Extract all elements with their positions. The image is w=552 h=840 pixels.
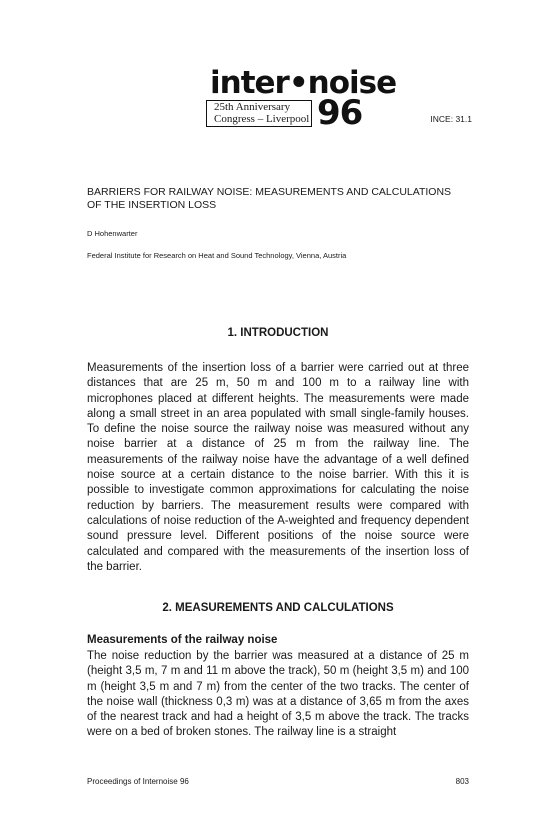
inter-noise-logo <box>206 65 397 133</box>
logo-wordmark: inter•noise <box>210 65 397 101</box>
ince-code: INCE: 31.1 <box>430 114 472 124</box>
author: D Hohenwarter <box>87 229 138 238</box>
affiliation: Federal Institute for Research on Heat and Sound Technology, Vienna, Austria <box>87 251 347 260</box>
page-number: 803 <box>455 777 469 786</box>
section-heading-introduction: 1. INTRODUCTION <box>227 327 329 339</box>
logo-anniversary-box <box>206 100 312 127</box>
subheading-railway-noise: Measurements of the railway noise <box>87 634 278 646</box>
introduction-paragraph: Measurements of the insertion loss of a barrier were carried out at three distances that are 25 m, 50 m and 100 m to a railway line with microphones placed at different heights. The measurements were made along a small street in an area populated with small single-family houses. To define the noise source the railway noise was measured without any noise barrier at a distance of 25 m from the railway line. The measurements of the railway noise have the advantage of a well defined noise source at a certain distance to the noise barrier. With this it is possible to investigate common approximations for calculating the noise reduction by barriers. The measurement results were compared with calculations of noise reduction of the A-weighted and frequency dependent sound pressure level. Different positions of the noise source were calculated and compared with the measurements of the insertion loss of the barrier. <box>87 362 469 573</box>
footer-proceedings: Proceedings of Internoise 96 <box>87 777 189 786</box>
logo-box-line1: 25th Anniversary <box>214 101 291 113</box>
logo-year: 96 <box>317 93 363 133</box>
logo-box-line2: Congress – Liverpool <box>214 112 310 125</box>
measurements-paragraph: The noise reduction by the barrier was measured at a distance of 25 m (height 3,5 m, 7 m and 11 m above the track), 50 m (height 3,5 m) and 100 m (height 3,5 m and 7 m) from the center of the two tracks. The center of the noise wall (thickness 0,3 m) was at a distance of 3,65 m from the axes of the nearest track and had a height of 3,5 m above the track. The tracks were on a bed of broken stones. The railway line is a straight <box>87 650 469 739</box>
section-heading-measurements: 2. MEASUREMENTS AND CALCULATIONS <box>162 602 394 614</box>
paper-title: BARRIERS FOR RAILWAY NOISE: MEASUREMENTS AND CALCULATIONS OF THE INSERTION LOSS <box>87 186 452 211</box>
